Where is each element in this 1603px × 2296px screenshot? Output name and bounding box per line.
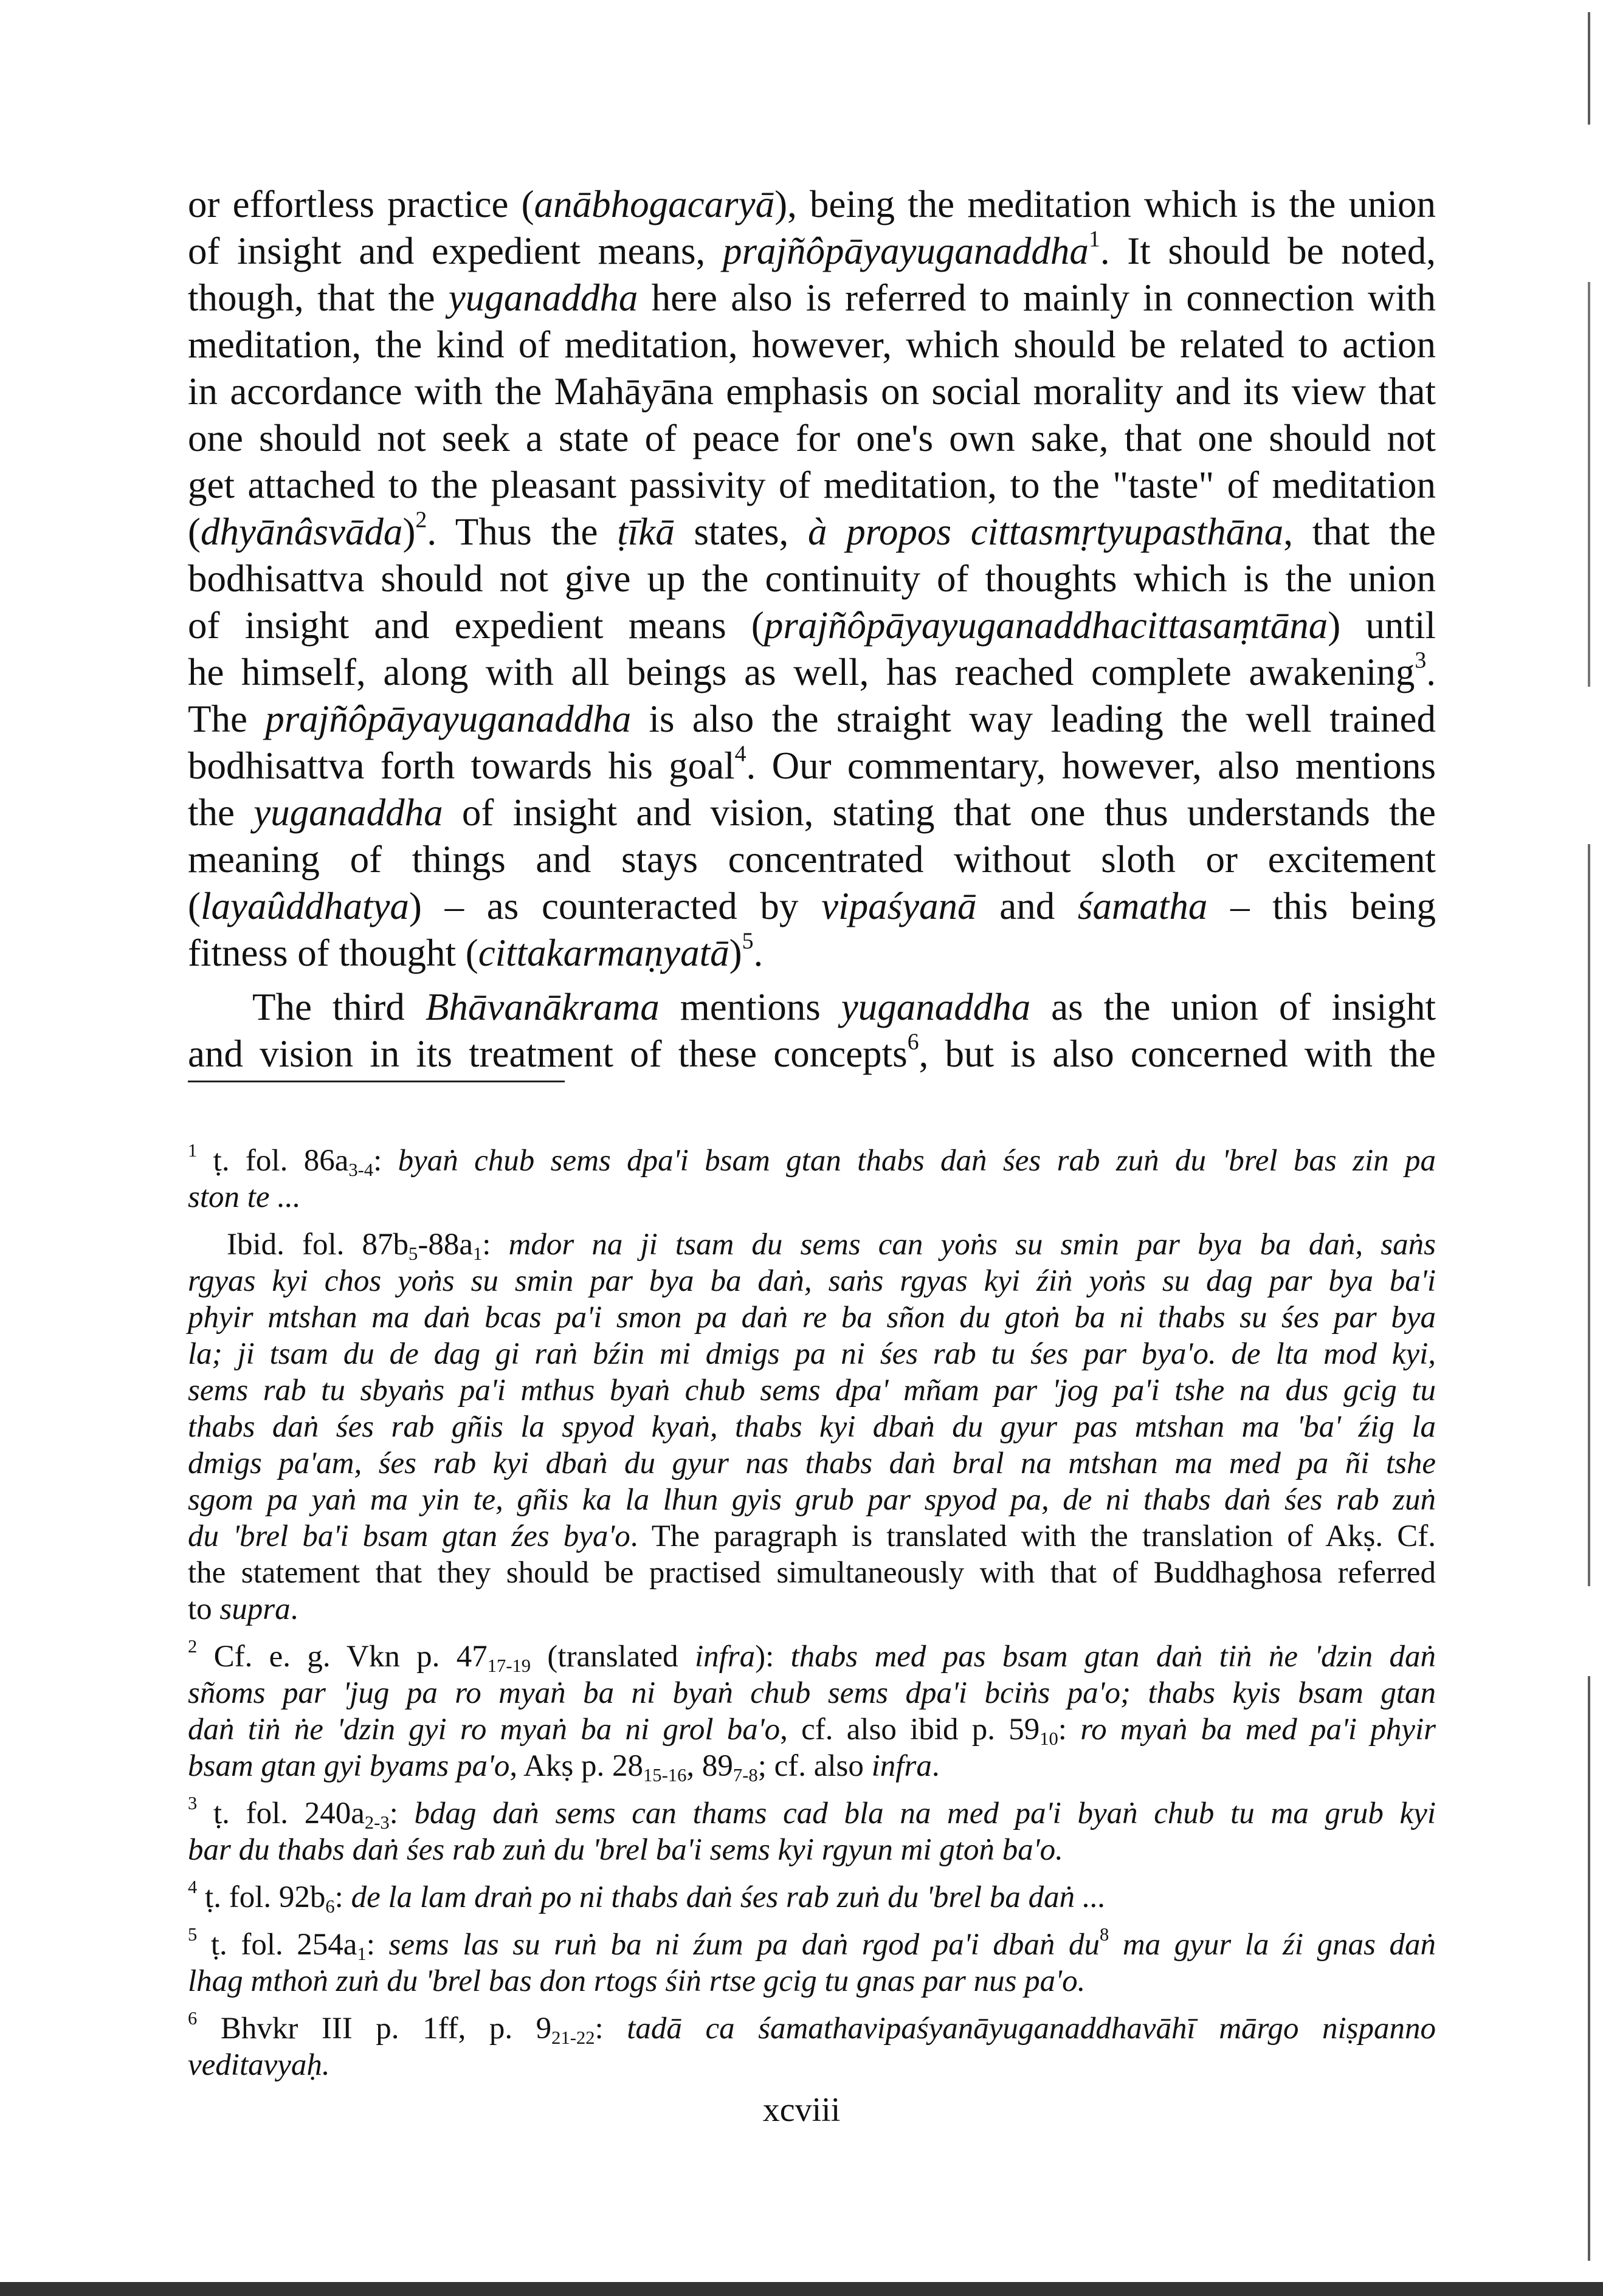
text-run: : [334, 1880, 351, 1914]
text-run: ): [755, 1640, 791, 1674]
text-line [188, 1372, 1436, 1409]
text-run: is also the straight way leading the well trained [631, 698, 1436, 740]
italic-term: à propos cittasmṛtyupasthāna [808, 510, 1284, 553]
text-run: meaning of things and stays concentrated without sloth or excitement [188, 838, 1436, 881]
footnote-marker: 5 [188, 1924, 198, 1945]
text-line [188, 930, 1436, 977]
subscript-ref: 2-3 [364, 1812, 390, 1834]
italic-term: du 'brel ba'i bsam gtan źes bya'o [188, 1519, 630, 1553]
italic-term: yuganaddha [253, 791, 443, 834]
text-line [188, 1518, 1436, 1555]
footnote-marker: 2 [188, 1636, 198, 1657]
footnotes [188, 1140, 1436, 2094]
italic-term: vipaśyanā [821, 885, 977, 927]
scan-edge-artifact [1588, 12, 1590, 2261]
text-line [188, 836, 1436, 883]
italic-term: prajñôpāyayuganaddha [265, 698, 632, 740]
italic-term: prajñôpāyayuganaddha [722, 230, 1089, 272]
text-run: : [373, 1144, 398, 1178]
text-line [188, 275, 1436, 321]
text-line [188, 1263, 1436, 1299]
text-line [188, 602, 1436, 649]
italic-term: byaṅ chub sems dpa'i bsam gtan thabs daṅ śes rab zuṅ du 'brel bas zin pa [398, 1144, 1436, 1178]
text-run: , but is also concerned with the [919, 1033, 1436, 1075]
text-run: Bhvkr III p. 1ff, p. 9 [197, 2012, 552, 2046]
text-run: Cf. e. g. Vkn p. 47 [197, 1640, 488, 1674]
italic-term: anābhogacaryā [534, 183, 775, 225]
italic-term: yuganaddha [448, 277, 638, 319]
text-line [188, 2047, 1436, 2083]
footnote-marker: 4 [734, 741, 746, 767]
text-run: – this being [1207, 885, 1436, 927]
text-run: though, that the [188, 277, 449, 319]
text-line [188, 1336, 1436, 1372]
text-run: one should not seek a state of peace for one's own sake, that one should not [188, 417, 1436, 459]
footnote-marker: 6 [907, 1029, 919, 1055]
text-line [188, 415, 1436, 462]
subscript-ref: 15-16 [643, 1765, 687, 1786]
footnote [188, 1226, 1436, 1627]
text-run: . It should be noted, [1100, 230, 1436, 272]
text-run: ṭ. fol. 240a [197, 1796, 365, 1830]
text-run: (translated [531, 1640, 695, 1674]
text-run: The [188, 698, 266, 740]
page-number: xcviii [762, 2091, 841, 2129]
text-line [188, 1879, 1436, 1916]
text-run: . The paragraph is translated with the translation of Akṣ. Cf. [630, 1519, 1436, 1553]
text-run: and vision in its treatment of these concepts [188, 1033, 908, 1075]
italic-term: dhyānâsvāda [200, 510, 403, 553]
text-line [188, 462, 1436, 509]
text-line [188, 1675, 1436, 1711]
italic-term: infra [694, 1640, 756, 1674]
text-line [188, 1555, 1436, 1591]
text-run: as the union of insight [1030, 986, 1436, 1028]
italic-term: sñoms par 'jug pa ro myaṅ ba ni byaṅ chub sems dpa'i bciṅs pa'o; thabs kyis bsam gtan [188, 1676, 1436, 1710]
text-run: . Thus the [427, 510, 618, 553]
text-line [188, 743, 1436, 789]
subscript-ref: 3-4 [348, 1160, 374, 1181]
text-run: fitness of thought ( [188, 932, 478, 974]
text-run: states, [674, 510, 808, 553]
footnote-marker: 3 [188, 1793, 198, 1814]
text-line [188, 2010, 1436, 2047]
scan-bottom-edge [0, 2282, 1603, 2296]
text-run: . [753, 932, 764, 974]
text-run: The third [252, 986, 426, 1028]
text-run: , cf. also ibid p. 59 [780, 1713, 1040, 1747]
footnote-separator [188, 1081, 565, 1082]
text-run: . [931, 1749, 940, 1783]
footnote [188, 1140, 1436, 1215]
text-run: ) until [1328, 604, 1436, 647]
text-line [188, 984, 1436, 1031]
text-run: , 89 [686, 1749, 733, 1783]
italic-term: rgyas kyi chos yoṅs su smin par bya ba daṅ, saṅs rgyas kyi źiṅ yoṅs su dag par bya ba'i [188, 1264, 1436, 1298]
text-line [188, 649, 1436, 696]
text-run: : [389, 1796, 415, 1830]
text-run: meditation, the kind of meditation, however, which should be related to action [188, 323, 1436, 366]
subscript-ref: 1 [472, 1243, 483, 1265]
text-run: : [366, 1928, 389, 1962]
text-run: bodhisattva forth towards his goal [188, 744, 735, 787]
text-run: ) – as counteracted by [409, 885, 822, 927]
subscript-ref: 7-8 [733, 1765, 758, 1786]
footnote-marker: 4 [188, 1877, 198, 1898]
text-line [188, 789, 1436, 836]
italic-term: sgom pa yaṅ ma yin te, gñis ka la lhun gyis grub par spyod pa, de ni thabs daṅ śes rab zuṅ [188, 1483, 1436, 1517]
subscript-ref: 1 [357, 1944, 367, 1965]
text-line [188, 1179, 1436, 1215]
text-line [188, 181, 1436, 228]
italic-term: mdor na ji tsam du sems can yoṅs su smin par bya ba daṅ, saṅs [508, 1228, 1436, 1262]
text-run: of insight and expedient means ( [188, 604, 764, 647]
text-run: ṭ. fol. 254a [197, 1928, 357, 1962]
italic-term: de la lam draṅ po ni thabs daṅ śes rab zuṅ du 'brel ba daṅ ... [351, 1880, 1106, 1914]
italic-term: bar du thabs daṅ śes rab zuṅ du 'brel ba'i sems kyi rgyun mi gtoṅ ba'o. [188, 1833, 1063, 1867]
footnote-marker: 8 [1099, 1924, 1109, 1945]
italic-term: ston te ... [188, 1180, 301, 1214]
text-line [188, 1748, 1436, 1784]
text-line [188, 1795, 1436, 1832]
text-line [188, 1924, 1436, 1965]
italic-term: yuganaddha [841, 986, 1031, 1028]
italic-term: prajñôpāyayuganaddhacittasaṃtāna [764, 604, 1328, 647]
text-line [188, 1482, 1436, 1518]
italic-term: sems rab tu sbyaṅs pa'i mthus byaṅ chub sems dpa' mñam par 'jog pa'i tshe na dus gcig tu [188, 1373, 1436, 1408]
text-line [188, 1591, 1436, 1627]
italic-term: bdag daṅ sems can thams cad bla na med pa'i byaṅ chub tu ma grub kyi [414, 1796, 1436, 1830]
italic-term: supra [219, 1592, 291, 1626]
italic-term: sems las su ruṅ ba ni źum pa daṅ rgod pa'i dbaṅ du [388, 1928, 1100, 1962]
text-run: ) [729, 932, 742, 974]
text-run: the statement that they should be practised simultaneously with that of Buddhaghosa referred [188, 1556, 1436, 1590]
text-line [188, 228, 1436, 275]
text-line [188, 1711, 1436, 1748]
italic-term: infra [871, 1749, 932, 1783]
subscript-ref: 21-22 [551, 2027, 595, 2049]
text-run: bodhisattva should not give up the continuity of thoughts which is the union [188, 557, 1436, 600]
text-run: mentions [659, 986, 841, 1028]
text-line [188, 1638, 1436, 1675]
text-line [188, 696, 1436, 743]
text-run: to [188, 1592, 220, 1626]
footnote [188, 2010, 1436, 2083]
text-run: the [188, 791, 254, 834]
footnote [188, 1879, 1436, 1916]
text-run: or effortless practice ( [188, 183, 534, 225]
text-run: , Akṣ p. 28 [509, 1749, 643, 1783]
italic-term: thabs med pas bsam gtan daṅ tiṅ ṅe 'dzin daṅ [790, 1640, 1436, 1674]
text-line [188, 1445, 1436, 1482]
footnote-marker: 6 [188, 2008, 198, 2029]
text-line [188, 1832, 1436, 1868]
italic-term: ṭīkā [617, 510, 675, 553]
text-line [188, 321, 1436, 368]
text-run: ) [402, 510, 416, 553]
footnote [188, 1924, 1436, 1999]
italic-term: Bhāvanākrama [425, 986, 660, 1028]
text-run: here also is referred to mainly in connection with [638, 277, 1436, 319]
footnote [188, 1795, 1436, 1868]
italic-term: ma gyur la źi gnas daṅ [1109, 1928, 1436, 1962]
text-line [188, 1299, 1436, 1336]
text-line [188, 1226, 1436, 1263]
subscript-ref: 17-19 [487, 1655, 531, 1677]
text-line [188, 1140, 1436, 1181]
italic-term: lhag mthoṅ zuṅ du 'brel bas don rtogs śiṅ rtse gcig tu gnas par nus pa'o. [188, 1964, 1086, 1998]
italic-term: śamatha [1077, 885, 1208, 927]
paragraph-1 [188, 181, 1436, 977]
text-run: he himself, along with all beings as well, has reached complete awakening [188, 651, 1415, 693]
italic-term: dmigs pa'am, śes rab kyi dbaṅ du gyur nas thabs daṅ bral na mtshan ma med pa ñi tshe [188, 1446, 1436, 1480]
text-line [188, 368, 1436, 415]
text-line [188, 1963, 1436, 1999]
italic-term: thabs daṅ śes rab gñis la spyod kyaṅ, thabs kyi dbaṅ du gyur pas mtshan ma 'ba' źig la [188, 1410, 1436, 1444]
italic-term: daṅ tiṅ ṅe 'dzin gyi ro myaṅ ba ni grol ba'o [188, 1713, 781, 1747]
footnote-marker: 1 [1088, 226, 1100, 252]
footnote-marker: 1 [188, 1140, 198, 1161]
footnote [188, 1638, 1436, 1784]
text-run: . [1426, 651, 1436, 693]
text-run: -88a [418, 1228, 473, 1262]
italic-term: cittakarmaṇyatā [478, 932, 729, 974]
footnote-marker: 5 [742, 928, 754, 954]
footnote-marker: 2 [415, 507, 427, 533]
italic-term: tadā ca śamathavipaśyanāyuganaddhavāhī mārgo niṣpanno [627, 2012, 1436, 2046]
text-run: . [290, 1592, 298, 1626]
text-line [188, 1409, 1436, 1445]
text-run: ṭ. fol. 86a [197, 1144, 349, 1178]
italic-term: ro myaṅ ba med pa'i phyir [1080, 1713, 1436, 1747]
italic-term: veditavyaḥ. [188, 2048, 330, 2082]
text-run: ; cf. also [757, 1749, 872, 1783]
text-run: . Our commentary, however, also mentions [746, 744, 1436, 787]
text-run: Ibid. fol. 87b [227, 1228, 409, 1262]
text-run: : [482, 1228, 509, 1262]
footnote-marker: 3 [1415, 647, 1427, 673]
main-text [188, 181, 1436, 1078]
text-line [188, 883, 1436, 930]
text-line [188, 509, 1436, 555]
text-run: in accordance with the Mahāyāna emphasis on social morality and its view that [188, 370, 1436, 413]
italic-term: phyir mtshan ma daṅ bcas pa'i smon pa daṅ re ba sñon du gtoṅ ba ni thabs su śes par bya [188, 1301, 1436, 1335]
text-run: ( [188, 885, 201, 927]
subscript-ref: 6 [325, 1896, 335, 1917]
text-run: : [1058, 1713, 1081, 1747]
paragraph-2 [188, 984, 1436, 1078]
text-run: of insight and vision, stating that one thus understands the [443, 791, 1436, 834]
subscript-ref: 10 [1039, 1728, 1058, 1750]
text-run: ( [188, 510, 201, 553]
italic-term: la; ji tsam du de dag gi raṅ bźin mi dmigs pa ni śes rab tu śes par bya'o. de lta mod kyi, [188, 1337, 1436, 1371]
subscript-ref: 5 [409, 1243, 418, 1265]
text-line [188, 1031, 1436, 1078]
text-run: ), being the meditation which is the union [774, 183, 1436, 225]
text-run: of insight and expedient means, [188, 230, 723, 272]
italic-term: bsam gtan gyi byams pa'o [188, 1749, 510, 1783]
text-run: : [595, 2012, 627, 2046]
text-run: ṭ. fol. 92b [197, 1880, 326, 1914]
text-run: and [976, 885, 1078, 927]
italic-term: layaûddhatya [200, 885, 409, 927]
text-run: get attached to the pleasant passivity of meditation, to the "taste" of meditation [188, 464, 1436, 506]
text-run: , that the [1283, 510, 1436, 553]
text-line [188, 555, 1436, 602]
